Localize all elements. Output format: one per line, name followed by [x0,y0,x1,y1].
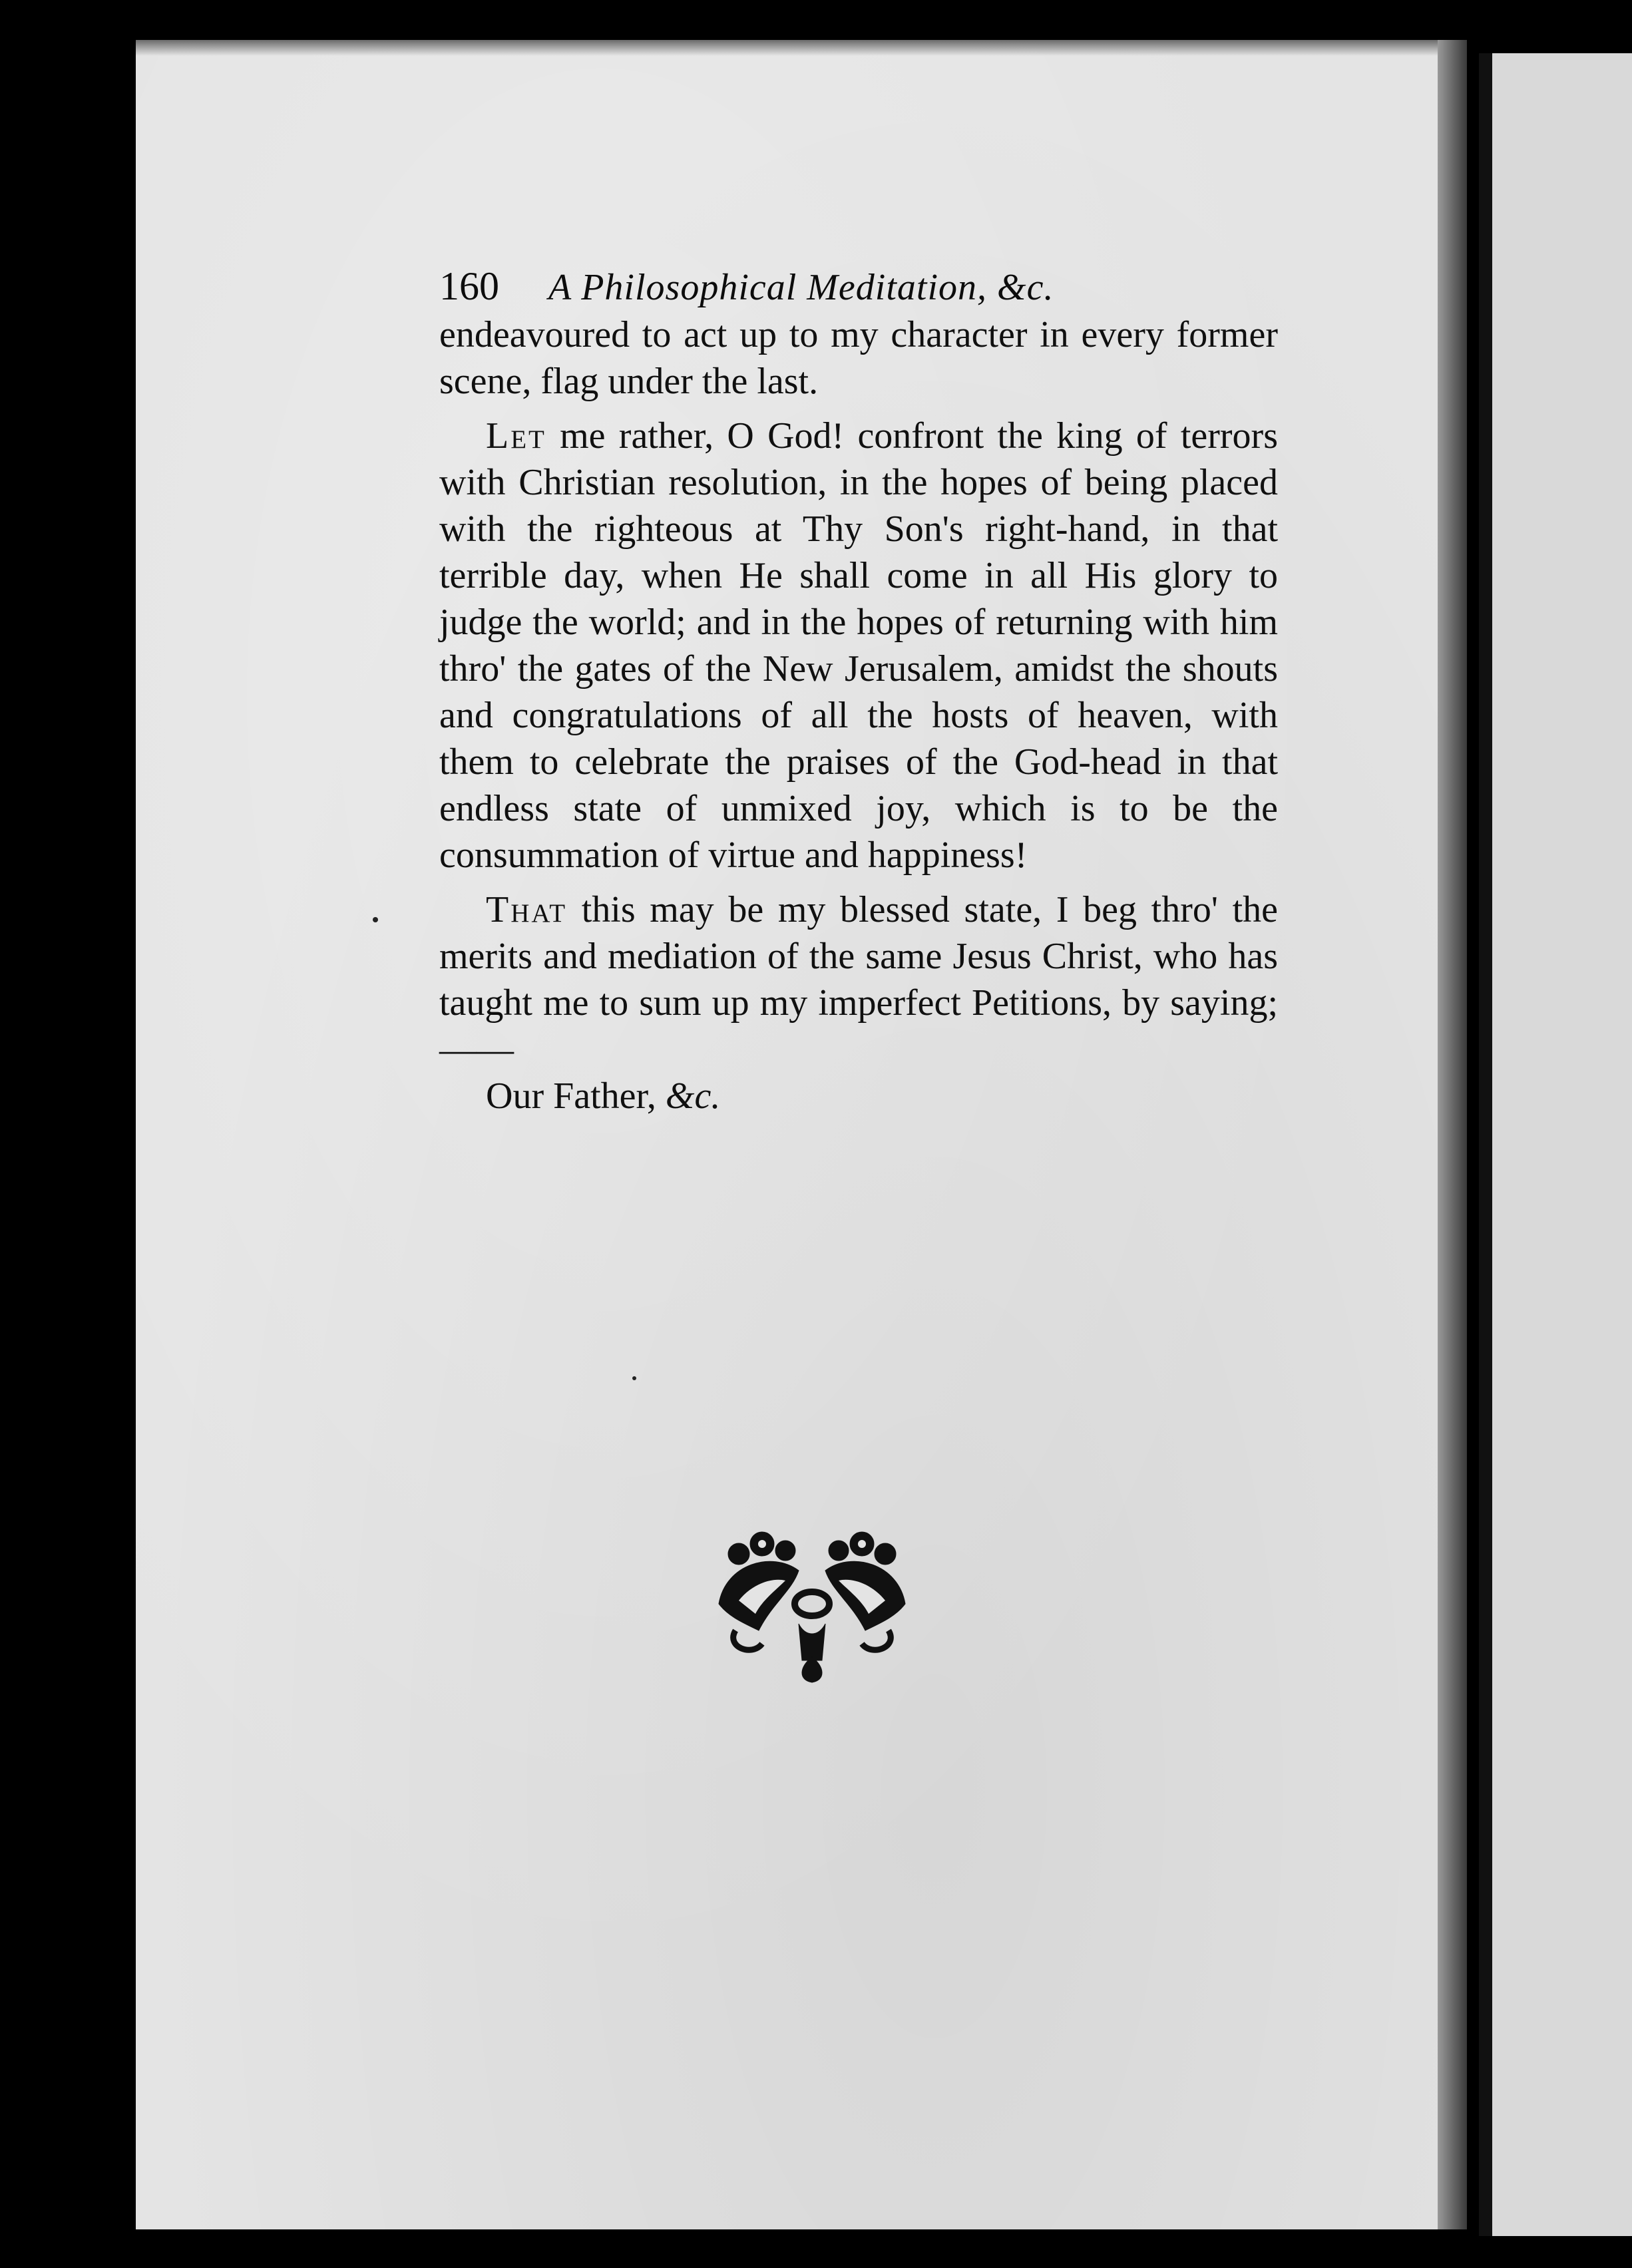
running-title: A Philosophical Meditation, &c. [548,267,1054,308]
ink-speck [373,917,378,922]
continuation-paragraph: endeavoured to act up to my character in every former scene, flag under the last. [439,314,1278,402]
paragraph-let-me-rather [439,413,1278,878]
facing-page-strip [1479,53,1632,2236]
paragraph-body: me rather, O God! confront the king of terrors with Christian resolution, in the hopes of being placed with the righteous at Thy Son's right-hand, in that terrible day, when He shall come in all His glory to judge the world; and in the hopes of returning with him thro' the gates of the New Jerusalem, amidst the shouts and congratulations of all the hosts of heaven, with them to celebrate the praises of the God-head in that endless state of unmixed joy, which is to be the consummation of virtue and happiness! [439,415,1278,876]
page-gutter [1438,40,1467,2229]
page-top-edge [136,40,1467,56]
closing-etc: &c. [665,1075,721,1117]
floral-cornucopia-ornament-icon [699,1524,925,1684]
closing-line [439,1073,1278,1119]
paragraph-lead-word: Let [486,415,546,457]
ink-speck [632,1376,636,1380]
paragraph-body: this may be my blessed state, I beg thro' the merits and mediation of the same Jesus Christ, who has taught me to sum up my imperfect Petitions, by saying;—— [439,889,1278,1070]
closing-text: Our Father, [486,1075,666,1117]
page-number: 160 [439,264,499,308]
paragraph-that-this [439,886,1278,1073]
paragraph-lead-word: That [486,889,568,930]
page-text [439,311,1278,1119]
page-header [439,260,1278,313]
